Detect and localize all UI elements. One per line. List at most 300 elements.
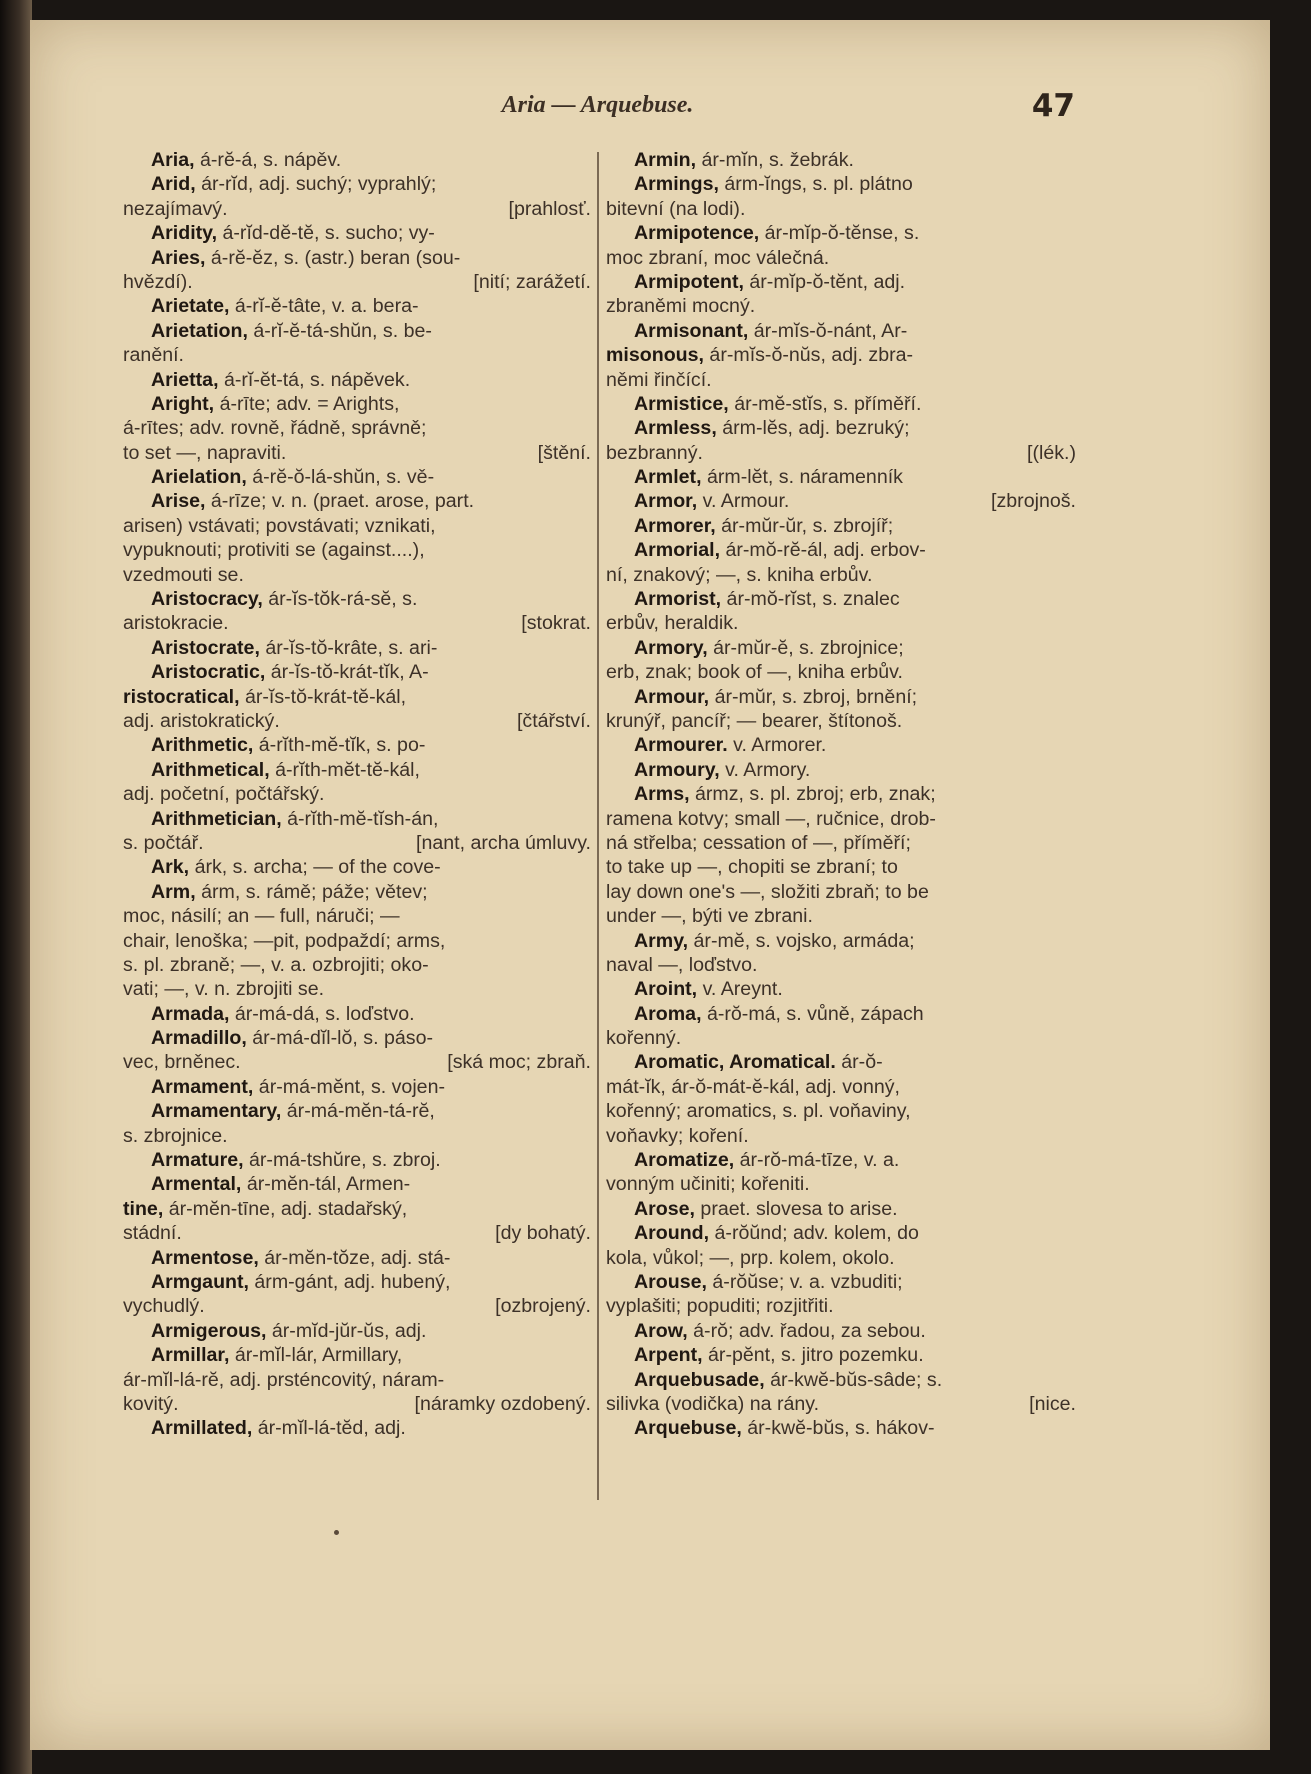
- definition-text: á-rĕ-á, s. nápěv.: [194, 149, 342, 171]
- headword: Arithmetic,: [151, 734, 254, 757]
- definition-text: á-rŏ; adv. řadou, za sebou.: [687, 1319, 926, 1342]
- dictionary-line: [123, 246, 591, 270]
- line-text: [606, 514, 1076, 538]
- line-text: [606, 489, 987, 513]
- definition-text: árm-lĕt, s. náramenník: [701, 466, 903, 489]
- line-text: [606, 977, 1076, 1001]
- headword: Armental,: [151, 1173, 242, 1196]
- definition-text: ár-mĭl-lá-rĕ, adj. prsténcovitý, náram-: [123, 1368, 445, 1391]
- line-text: [606, 807, 1076, 831]
- definition-text: árm, s. rámě; páže; větev;: [195, 880, 428, 903]
- definition-text: á-rĕ-ŏ-lá-shŭn, s. vě-: [246, 466, 435, 489]
- line-text: [606, 172, 1076, 196]
- line-text: [123, 1148, 591, 1172]
- dictionary-line: [123, 709, 591, 733]
- continuation-fragment: [zbrojnoš.: [991, 490, 1076, 513]
- definition-text: vypuknouti; protiviti se (against....),: [123, 539, 425, 562]
- definition-text: v. Armory.: [719, 758, 811, 781]
- line-text: [606, 733, 1076, 757]
- line-text: [606, 1392, 1025, 1416]
- line-text: [606, 782, 1076, 806]
- line-text: [606, 904, 1076, 928]
- dictionary-line: [606, 1319, 1076, 1343]
- line-text: [606, 563, 1076, 587]
- definition-text: ár-ĭs-tŏ-krát-tĭk, A-: [265, 661, 429, 684]
- dictionary-line: [606, 1246, 1076, 1270]
- dictionary-line: [123, 1172, 591, 1196]
- definition-text: ár-mŭr-ĕ, s. zbrojnice;: [707, 636, 904, 659]
- definition-text: hvězdí).: [123, 270, 193, 293]
- line-text: [123, 1368, 591, 1392]
- definition-text: ár-mĭl-lár, Armillary,: [229, 1344, 403, 1367]
- headword: misonous,: [606, 344, 704, 367]
- book-spine: [0, 0, 32, 1774]
- headword: Armings,: [634, 173, 719, 196]
- continuation-fragment: [(lék.): [1027, 441, 1076, 464]
- dictionary-line: [123, 636, 591, 660]
- definition-text: ár-mĕn-tŏze, adj. stá-: [258, 1246, 451, 1269]
- line-text: [123, 953, 591, 977]
- line-text: [123, 1270, 591, 1294]
- line-text: [606, 685, 1076, 709]
- definition-text: ár-ĭs-tŏ-krâte, s. ari-: [259, 636, 438, 659]
- line-text: [123, 319, 591, 343]
- dictionary-line: [123, 343, 591, 367]
- definition-text: ár-má-dĭl-lŏ, s. páso-: [246, 1027, 434, 1050]
- line-text: [123, 514, 591, 538]
- dictionary-line: [606, 1197, 1076, 1221]
- line-text: [606, 1148, 1076, 1172]
- line-text: [123, 294, 591, 318]
- headword: Armor,: [634, 490, 698, 513]
- line-text: [123, 733, 591, 757]
- dictionary-line: [123, 1246, 591, 1270]
- dictionary-line: [606, 1075, 1076, 1099]
- headword: tine,: [123, 1197, 164, 1220]
- headword: Arow,: [634, 1319, 688, 1342]
- definition-text: á-rīze; v. n. (praet. arose, part.: [205, 490, 475, 513]
- line-text: [606, 1416, 1076, 1440]
- definition-text: á-rĭth-mĕ-tĭk, s. po-: [253, 734, 426, 757]
- dictionary-line: [123, 1002, 591, 1026]
- definition-text: erbův, heraldik.: [606, 612, 739, 635]
- definition-text: ár-ĭs-tŏk-rá-sĕ, s.: [262, 588, 418, 611]
- definition-text: ár-má-dá, s. loďstvo.: [229, 1002, 415, 1025]
- line-text: [123, 1197, 591, 1221]
- dictionary-line: [606, 221, 1076, 245]
- definition-text: ár-mŏ-rĕ-ál, adj. erbov-: [720, 539, 926, 562]
- definition-text: á-rŏŭnd; adv. kolem, do: [709, 1222, 919, 1245]
- continuation-fragment: [štění.: [537, 441, 591, 464]
- dictionary-line: [123, 831, 591, 855]
- line-text: [123, 1294, 491, 1318]
- definition-text: á-rŏŭse; v. a. vzbuditi;: [706, 1270, 903, 1293]
- definition-text: ár-pĕnt, s. jitro pozemku.: [702, 1344, 924, 1367]
- line-text: [123, 465, 591, 489]
- dictionary-line: [606, 782, 1076, 806]
- dictionary-line: [606, 563, 1076, 587]
- line-text: [606, 758, 1076, 782]
- definition-text: moc zbraní, moc válečná.: [606, 246, 830, 269]
- definition-text: á-rĭ-ĕ-tá-shŭn, s. be-: [247, 319, 432, 342]
- dictionary-line: [123, 465, 591, 489]
- dictionary-line: [123, 1197, 591, 1221]
- headword: Arquebusade,: [634, 1368, 765, 1391]
- definition-text: vyplašiti; popuditi; rozjitřiti.: [606, 1295, 834, 1318]
- line-text: [123, 782, 591, 806]
- definition-text: ár-mĭn, s. žebrák.: [696, 149, 854, 171]
- dictionary-line: [606, 1002, 1076, 1026]
- line-text: [606, 197, 1076, 221]
- definition-text: bitevní (na lodi).: [606, 197, 746, 220]
- continuation-fragment: [nice.: [1029, 1392, 1076, 1415]
- line-text: [123, 807, 591, 831]
- definition-text: ár-ĭs-tŏ-krát-tĕ-kál,: [239, 685, 407, 708]
- definition-text: á-rīte; adv. = Arights,: [214, 392, 400, 415]
- headword: Armada,: [151, 1002, 230, 1025]
- definition-text: vychudlý.: [123, 1295, 205, 1318]
- line-text: [123, 758, 591, 782]
- dictionary-line: [606, 343, 1076, 367]
- line-text: [606, 1246, 1076, 1270]
- definition-text: silivka (vodička) na rány.: [606, 1392, 820, 1415]
- headword: Arise,: [151, 490, 206, 513]
- headword: Army,: [634, 929, 689, 952]
- line-text: [606, 368, 1076, 392]
- definition-text: ár-kwĕ-bŭs, s. hákov-: [741, 1417, 935, 1440]
- line-text: [123, 441, 534, 465]
- headword: Armour,: [634, 685, 710, 708]
- definition-text: kořenný.: [606, 1027, 682, 1050]
- dictionary-line: [606, 514, 1076, 538]
- dictionary-line: [606, 1099, 1076, 1123]
- line-text: [123, 368, 591, 392]
- line-text: [606, 538, 1076, 562]
- line-text: [606, 465, 1076, 489]
- headword: Arietta,: [151, 368, 219, 391]
- dictionary-line: [123, 855, 591, 879]
- line-text: [123, 1075, 591, 1099]
- continuation-fragment: [prahlosť.: [508, 197, 591, 220]
- dictionary-line: [123, 221, 591, 245]
- definition-text: erb, znak; book of —, kniha erbův.: [606, 661, 903, 684]
- dictionary-line: [606, 709, 1076, 733]
- dictionary-line: [606, 807, 1076, 831]
- headword: Armourer.: [634, 734, 728, 757]
- dictionary-line: [606, 977, 1076, 1001]
- line-text: [606, 1368, 1076, 1392]
- definition-text: vati; —, v. n. zbrojiti se.: [123, 978, 325, 1001]
- definition-text: á-rĭth-mĕt-tĕ-kál,: [269, 758, 420, 781]
- headword: Armin,: [634, 149, 697, 171]
- line-text: [123, 1172, 591, 1196]
- dictionary-line: [123, 660, 591, 684]
- definition-text: á-rītes; adv. rovně, řádně, správně;: [123, 417, 427, 440]
- line-text: [606, 1343, 1076, 1367]
- dictionary-line: [123, 953, 591, 977]
- definition-text: ranění.: [123, 344, 185, 367]
- headword: Arithmetical,: [151, 758, 270, 781]
- line-text: [606, 1002, 1076, 1026]
- definition-text: árk, s. archa; — of the cove-: [189, 856, 441, 879]
- headword: Armorer,: [634, 514, 716, 537]
- line-text: [123, 709, 513, 733]
- dictionary-line: [606, 685, 1076, 709]
- definition-text: v. Armour.: [697, 490, 790, 513]
- dictionary-line: [123, 294, 591, 318]
- dictionary-line: [123, 368, 591, 392]
- dictionary-line: [606, 929, 1076, 953]
- definition-text: ár-má-mĕn-tá-rĕ,: [281, 1100, 435, 1123]
- continuation-fragment: [ozbrojený.: [495, 1295, 591, 1318]
- line-text: [606, 1319, 1076, 1343]
- definition-text: á-rĭ-ĕt-tá, s. nápěvek.: [218, 368, 411, 391]
- line-text: [123, 343, 591, 367]
- definition-text: to set —, napraviti.: [123, 441, 287, 464]
- definition-text: bezbranný.: [606, 441, 703, 464]
- dictionary-line: [123, 758, 591, 782]
- headword: Armamentary,: [151, 1100, 282, 1123]
- headword: Arielation,: [151, 466, 247, 489]
- line-text: [606, 1221, 1076, 1245]
- line-text: [123, 1026, 591, 1050]
- dictionary-line: [123, 563, 591, 587]
- dictionary-line: [123, 441, 591, 465]
- continuation-fragment: [stokrat.: [521, 612, 591, 635]
- page-number: 47: [1031, 88, 1075, 124]
- dictionary-line: [123, 1026, 591, 1050]
- definition-text: á-rĭth-mĕ-tĭsh-án,: [281, 807, 439, 830]
- dictionary-line: [123, 1221, 591, 1245]
- dictionary-line: [606, 880, 1076, 904]
- definition-text: mát-ĭk, ár-ŏ-mát-ĕ-kál, adj. vonný,: [606, 1075, 900, 1098]
- column-divider: [597, 152, 599, 1500]
- dictionary-line: [123, 1416, 591, 1440]
- line-text: [606, 1050, 1076, 1074]
- page-header: [120, 88, 1075, 126]
- headword: Arithmetician,: [151, 807, 282, 830]
- definition-text: árm-ĭngs, s. pl. plátno: [718, 173, 913, 196]
- headword: Armorist,: [634, 588, 722, 611]
- line-text: [123, 855, 591, 879]
- definition-text: ár-rŏ-má-tīze, v. a.: [734, 1149, 900, 1172]
- continuation-fragment: [nant, archa úmluvy.: [416, 831, 591, 854]
- line-text: [606, 294, 1076, 318]
- definition-text: vonným učiniti; kořeniti.: [606, 1173, 810, 1196]
- definition-text: lay down one's —, složiti zbraň; to be: [606, 880, 929, 903]
- line-text: [606, 1294, 1076, 1318]
- headword: Arietation,: [151, 319, 248, 342]
- dictionary-line: [606, 1368, 1076, 1392]
- headword: Aromatic, Aromatical.: [634, 1051, 836, 1074]
- line-text: [606, 953, 1076, 977]
- dictionary-line: [123, 416, 591, 440]
- definition-text: ár-mĭs-ŏ-nŭs, adj. zbra-: [703, 344, 914, 367]
- line-text: [606, 587, 1076, 611]
- ink-spot: [334, 1530, 339, 1535]
- headword: Armipotent,: [634, 270, 744, 293]
- headword: Ark,: [151, 856, 190, 879]
- dictionary-line: [606, 587, 1076, 611]
- dictionary-line: [606, 660, 1076, 684]
- dictionary-line: [123, 514, 591, 538]
- line-text: [123, 611, 517, 635]
- line-text: [123, 636, 591, 660]
- definition-text: á-rĕ-ĕz, s. (astr.) beran (sou-: [205, 246, 461, 269]
- line-text: [123, 221, 591, 245]
- headword: Aristocrate,: [151, 636, 260, 659]
- dictionary-line: [606, 416, 1076, 440]
- line-text: [123, 1221, 491, 1245]
- headword: Armentose,: [151, 1246, 259, 1269]
- dictionary-line: [123, 1270, 591, 1294]
- definition-text: s. pl. zbraně; —, v. a. ozbrojiti; oko-: [123, 953, 429, 976]
- line-text: [606, 1270, 1076, 1294]
- headword: Armgaunt,: [151, 1270, 249, 1293]
- dictionary-line: [606, 1172, 1076, 1196]
- dictionary-line: [123, 977, 591, 1001]
- dictionary-line: [123, 489, 591, 513]
- headword: Armipotence,: [634, 222, 760, 245]
- dictionary-line: [606, 319, 1076, 343]
- line-text: [606, 148, 1076, 172]
- line-text: [123, 685, 591, 709]
- line-text: [123, 197, 505, 221]
- line-text: [123, 1416, 591, 1440]
- dictionary-line: [606, 1416, 1076, 1440]
- line-text: [606, 929, 1076, 953]
- definition-text: němi řinčící.: [606, 368, 712, 391]
- dictionary-line: [123, 1392, 591, 1416]
- definition-text: vec, brněnec.: [123, 1051, 241, 1074]
- line-text: [123, 660, 591, 684]
- dictionary-line: [606, 1294, 1076, 1318]
- line-text: [123, 1124, 591, 1148]
- line-text: [123, 831, 412, 855]
- headword: Arouse,: [634, 1270, 707, 1293]
- definition-text: árm-gánt, adj. hubený,: [248, 1270, 451, 1293]
- definition-text: ármz, s. pl. zbroj; erb, znak;: [689, 783, 936, 806]
- dictionary-line: [123, 1124, 591, 1148]
- definition-text: kola, vůkol; —, prp. kolem, okolo.: [606, 1246, 895, 1269]
- line-text: [606, 831, 1076, 855]
- definition-text: ár-kwĕ-bŭs-sâde; s.: [764, 1368, 943, 1391]
- dictionary-line: [123, 538, 591, 562]
- definition-text: ár-mĭl-lá-tĕd, adj.: [252, 1417, 406, 1440]
- left-column: [123, 148, 591, 1441]
- dictionary-line: [606, 904, 1076, 928]
- line-text: [123, 392, 591, 416]
- line-text: [606, 1099, 1076, 1123]
- definition-text: adj. početní, počtářský.: [123, 783, 325, 806]
- definition-text: ná střelba; cessation of —, příměří;: [606, 831, 911, 854]
- definition-text: ár-mĭp-ŏ-tĕnt, adj.: [743, 270, 906, 293]
- line-text: [123, 587, 591, 611]
- dictionary-line: [123, 148, 591, 172]
- dictionary-line: [123, 904, 591, 928]
- headword: Aright,: [151, 392, 215, 415]
- headword: Armillar,: [151, 1344, 230, 1367]
- definition-text: ár-ŏ-: [835, 1051, 883, 1074]
- dictionary-line: [606, 636, 1076, 660]
- line-text: [123, 1319, 591, 1343]
- dictionary-line: [606, 855, 1076, 879]
- line-text: [606, 880, 1076, 904]
- definition-text: ár-rĭd, adj. suchý; vyprahlý;: [195, 173, 437, 196]
- headword: Armigerous,: [151, 1319, 267, 1342]
- headword: Armament,: [151, 1075, 254, 1098]
- dictionary-line: [123, 1148, 591, 1172]
- dictionary-line: [123, 733, 591, 757]
- dictionary-line: [123, 807, 591, 831]
- dictionary-line: [123, 197, 591, 221]
- definition-text: s. počtář.: [123, 831, 204, 854]
- definition-text: ár-mĕn-tīne, adj. stadařský,: [163, 1197, 408, 1220]
- headword: Aroint,: [634, 978, 698, 1001]
- dictionary-line: [123, 1075, 591, 1099]
- line-text: [606, 611, 1076, 635]
- line-text: [606, 1197, 1076, 1221]
- continuation-fragment: [nití; zarážetí.: [473, 270, 591, 293]
- definition-text: ár-mĕn-tál, Armen-: [241, 1173, 411, 1196]
- line-text: [123, 904, 591, 928]
- definition-text: ár-mŭr-ŭr, s. zbrojíř;: [715, 514, 894, 537]
- headword: Arietate,: [151, 295, 230, 318]
- definition-text: árm-lĕs, adj. bezruký;: [716, 417, 910, 440]
- line-text: [123, 1246, 591, 1270]
- dictionary-line: [606, 148, 1076, 172]
- line-text: [123, 563, 591, 587]
- dictionary-line: [123, 1343, 591, 1367]
- continuation-fragment: [čtářství.: [516, 709, 591, 732]
- dictionary-line: [606, 1026, 1076, 1050]
- headword: Around,: [634, 1222, 710, 1245]
- line-text: [123, 929, 591, 953]
- dictionary-line: [606, 368, 1076, 392]
- headword: Aries,: [151, 246, 206, 269]
- headword: Armorial,: [634, 539, 721, 562]
- headword: Armoury,: [634, 758, 720, 781]
- dictionary-line: [606, 1148, 1076, 1172]
- headword: Aristocracy,: [151, 588, 263, 611]
- dictionary-line: [123, 611, 591, 635]
- running-title: Aria — Arquebuse.: [501, 92, 694, 118]
- dictionary-line: [606, 172, 1076, 196]
- headword: Armless,: [634, 417, 717, 440]
- dictionary-line: [606, 1392, 1076, 1416]
- dictionary-line: [123, 685, 591, 709]
- dictionary-line: [606, 246, 1076, 270]
- continuation-fragment: [náramky ozdobený.: [414, 1392, 591, 1415]
- line-text: [123, 1343, 591, 1367]
- definition-text: ár-mĕ-stĭs, s. příměří.: [728, 392, 922, 415]
- dictionary-line: [606, 1124, 1076, 1148]
- headword: Aristocratic,: [151, 661, 266, 684]
- headword: Armisonant,: [634, 319, 749, 342]
- line-text: [123, 246, 591, 270]
- definition-text: chair, lenoška; —pit, podpaždí; arms,: [123, 929, 446, 952]
- line-text: [123, 880, 591, 904]
- headword: Arid,: [151, 173, 196, 196]
- line-text: [123, 148, 591, 172]
- line-text: [606, 416, 1076, 440]
- definition-text: aristokracie.: [123, 612, 229, 635]
- dictionary-line: [606, 465, 1076, 489]
- headword: Aroma,: [634, 1002, 702, 1025]
- definition-text: arisen) vstávati; povstávati; vznikati,: [123, 514, 436, 537]
- dictionary-line: [123, 1099, 591, 1123]
- line-text: [606, 660, 1076, 684]
